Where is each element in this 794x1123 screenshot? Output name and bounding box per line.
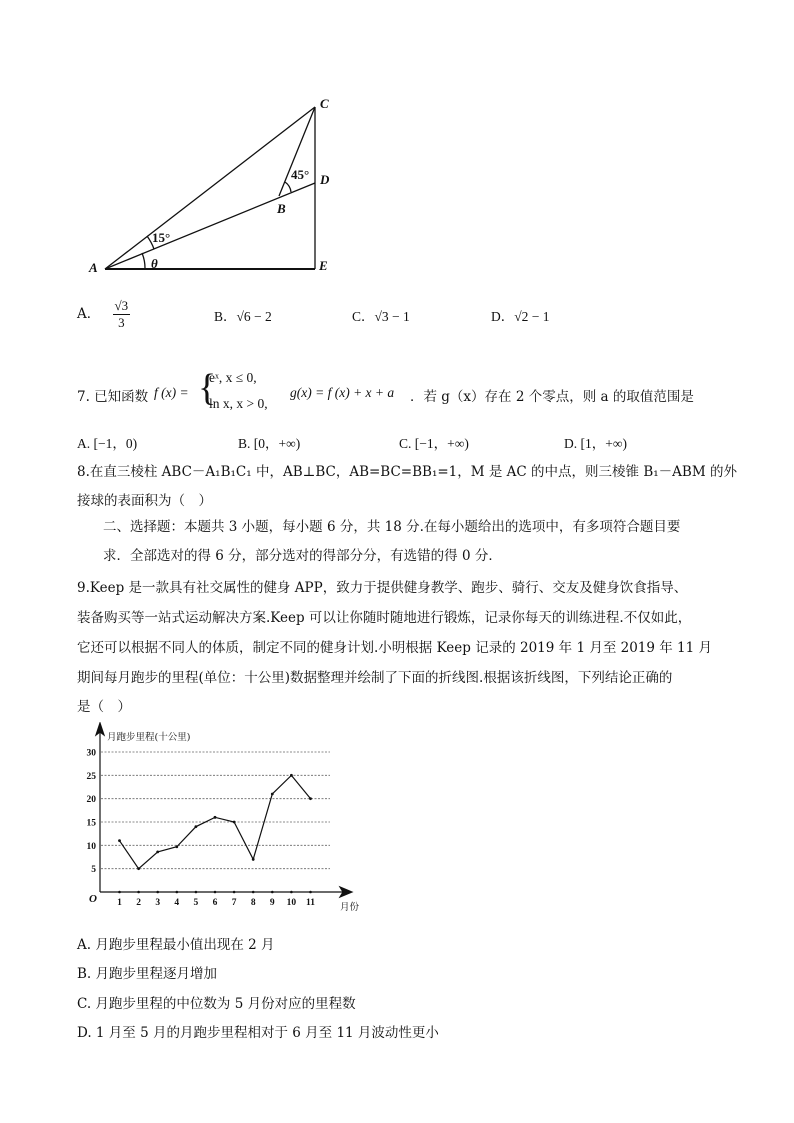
option-value: √2 − 1 [514, 309, 550, 324]
x-tick-mark [309, 891, 312, 894]
y-tick-label: 20 [86, 795, 96, 806]
data-point [156, 850, 159, 853]
fraction-sqrt3-over-3 [113, 298, 131, 331]
data-point [271, 793, 274, 796]
q6-option-d [491, 305, 550, 325]
q8-line-1: 8.在直三棱柱 ABC－A₁B₁C₁ 中，AB⊥BC，AB=BC=BB₁=1，M 是 AC 的中点，则三棱锥 B₁－ABM 的外 [77, 464, 737, 480]
x-tick-mark [252, 891, 255, 894]
option-label: C． [352, 309, 375, 324]
x-tick-label: 11 [306, 898, 315, 908]
x-tick-label: 2 [136, 898, 141, 908]
chart-axes [96, 723, 352, 897]
q9-line-5: 是（ ） [77, 699, 131, 715]
point-label-b: B [277, 201, 286, 216]
q9-option-d: D. 1 月至 5 月的月跑步里程相对于 6 月至 11 月波动性更小 [77, 1025, 439, 1041]
chart-svg [75, 722, 365, 917]
chart-y-axis-label: 月跑步里程(十公里) [107, 732, 191, 743]
point-label-d: D [320, 172, 330, 187]
x-tick-label: 5 [193, 898, 199, 908]
chart-y-ticks [87, 749, 97, 876]
q7-suffix: ．若 g（x）存在 2 个零点，则 a 的取值范围是 [410, 389, 694, 405]
y-tick-label: 25 [86, 771, 96, 782]
x-tick-label: 3 [155, 898, 161, 908]
fraction-numerator: √3 [114, 298, 129, 313]
x-tick-label: 9 [269, 898, 275, 908]
option-value: √6 − 2 [236, 309, 272, 324]
section-2-line-2: 求．全部选对的得 6 分，部分选对的得部分分，有选错的得 0 分． [103, 548, 502, 564]
geometry-figure [80, 90, 350, 285]
q7-option-c: C. [−1，+∞) [399, 436, 469, 451]
q6-option-b [214, 305, 272, 325]
mileage-line-chart [75, 722, 365, 917]
x-tick-mark [214, 891, 217, 894]
angle-label-theta: θ [151, 256, 158, 271]
angle-label-15: 15° [152, 230, 171, 245]
chart-gridlines [101, 752, 330, 869]
x-tick-label: 4 [174, 898, 180, 908]
q7-prefix: 7. 已知函数 [77, 389, 149, 405]
option-label: B． [214, 309, 237, 324]
y-tick-label: 10 [86, 841, 96, 852]
data-point [214, 816, 217, 819]
x-tick-label: 6 [212, 898, 218, 908]
q7-case-2: ln x, x > 0, [209, 396, 268, 411]
q7-case-1: eˣ, x ≤ 0, [209, 370, 257, 385]
x-tick-mark [271, 891, 274, 894]
data-point [195, 825, 198, 828]
q7-option-a: A. [−1，0) [77, 436, 138, 451]
option-value: √3 − 1 [374, 309, 410, 324]
piecewise-brace: { [198, 367, 217, 409]
x-tick-label: 1 [117, 898, 122, 908]
q7-option-b: B. [0，+∞) [238, 436, 301, 451]
chart-origin-label: O [89, 893, 97, 905]
section-2-line-1: 二、选择题：本题共 3 小题，每小题 6 分，共 18 分.在每小题给出的选项中，有多项符合题目要 [103, 519, 681, 535]
data-point [233, 821, 236, 824]
option-label: A． [77, 306, 101, 322]
q7-f-name: f (x) = [154, 385, 189, 400]
q9-option-a: A. 月跑步里程最小值出现在 2 月 [77, 937, 275, 953]
data-point [118, 839, 121, 842]
q8-line-2: 接球的表面积为（ ） [77, 493, 212, 509]
q9-line-3: 它还可以根据不同人的体质，制定不同的健身计划.小明根据 Keep 记录的 2019 年 1 月至 2019 年 11 月 [77, 640, 713, 656]
data-point [252, 858, 255, 861]
q9-option-b: B. 月跑步里程逐月增加 [77, 966, 218, 982]
x-tick-mark [233, 891, 236, 894]
triangle-diagram-svg [80, 90, 350, 285]
chart-x-ticks [117, 891, 315, 908]
y-tick-label: 5 [91, 865, 96, 876]
data-point [137, 867, 140, 870]
q6-option-a [77, 298, 130, 331]
q7-option-d: D. [1，+∞) [564, 436, 627, 451]
chart-x-axis-label: 月份 [340, 902, 360, 913]
point-label-c: C [320, 96, 329, 111]
data-point [175, 845, 178, 848]
option-label: D． [491, 309, 515, 324]
x-tick-label: 8 [250, 898, 256, 908]
x-tick-mark [176, 891, 179, 894]
fraction-denominator: 3 [118, 315, 125, 330]
q9-line-1: 9.Keep 是一款具有社交属性的健身 APP，致力于提供健身教学、跑步、骑行、交友及健身饮食指导、 [77, 580, 688, 596]
y-tick-label: 15 [86, 818, 96, 829]
point-label-e: E [319, 258, 328, 273]
x-tick-mark [156, 891, 159, 894]
x-tick-mark [195, 891, 198, 894]
x-tick-label: 10 [286, 898, 297, 908]
q7-g-definition: g(x) = f (x) + x + a [290, 385, 395, 400]
angle-label-45: 45° [291, 167, 310, 182]
point-label-a: A [89, 260, 98, 275]
q9-line-2: 装备购买等一站式运动解决方案.Keep 可以让你随时随地进行锻炼，记录你每天的训练进程.不仅如此， [77, 610, 692, 626]
y-tick-label: 30 [86, 748, 96, 759]
data-point [309, 797, 312, 800]
data-point [290, 774, 293, 777]
x-tick-mark [118, 891, 121, 894]
q9-line-4: 期间每月跑步的里程(单位：十公里)数据整理并绘制了下面的折线图.根据该折线图，下列结论正确的 [77, 670, 673, 686]
x-tick-label: 7 [231, 898, 237, 908]
q6-option-c [352, 305, 410, 325]
x-tick-mark [290, 891, 293, 894]
q9-option-c: C. 月跑步里程的中位数为 5 月份对应的里程数 [77, 996, 356, 1012]
x-tick-mark [137, 891, 140, 894]
